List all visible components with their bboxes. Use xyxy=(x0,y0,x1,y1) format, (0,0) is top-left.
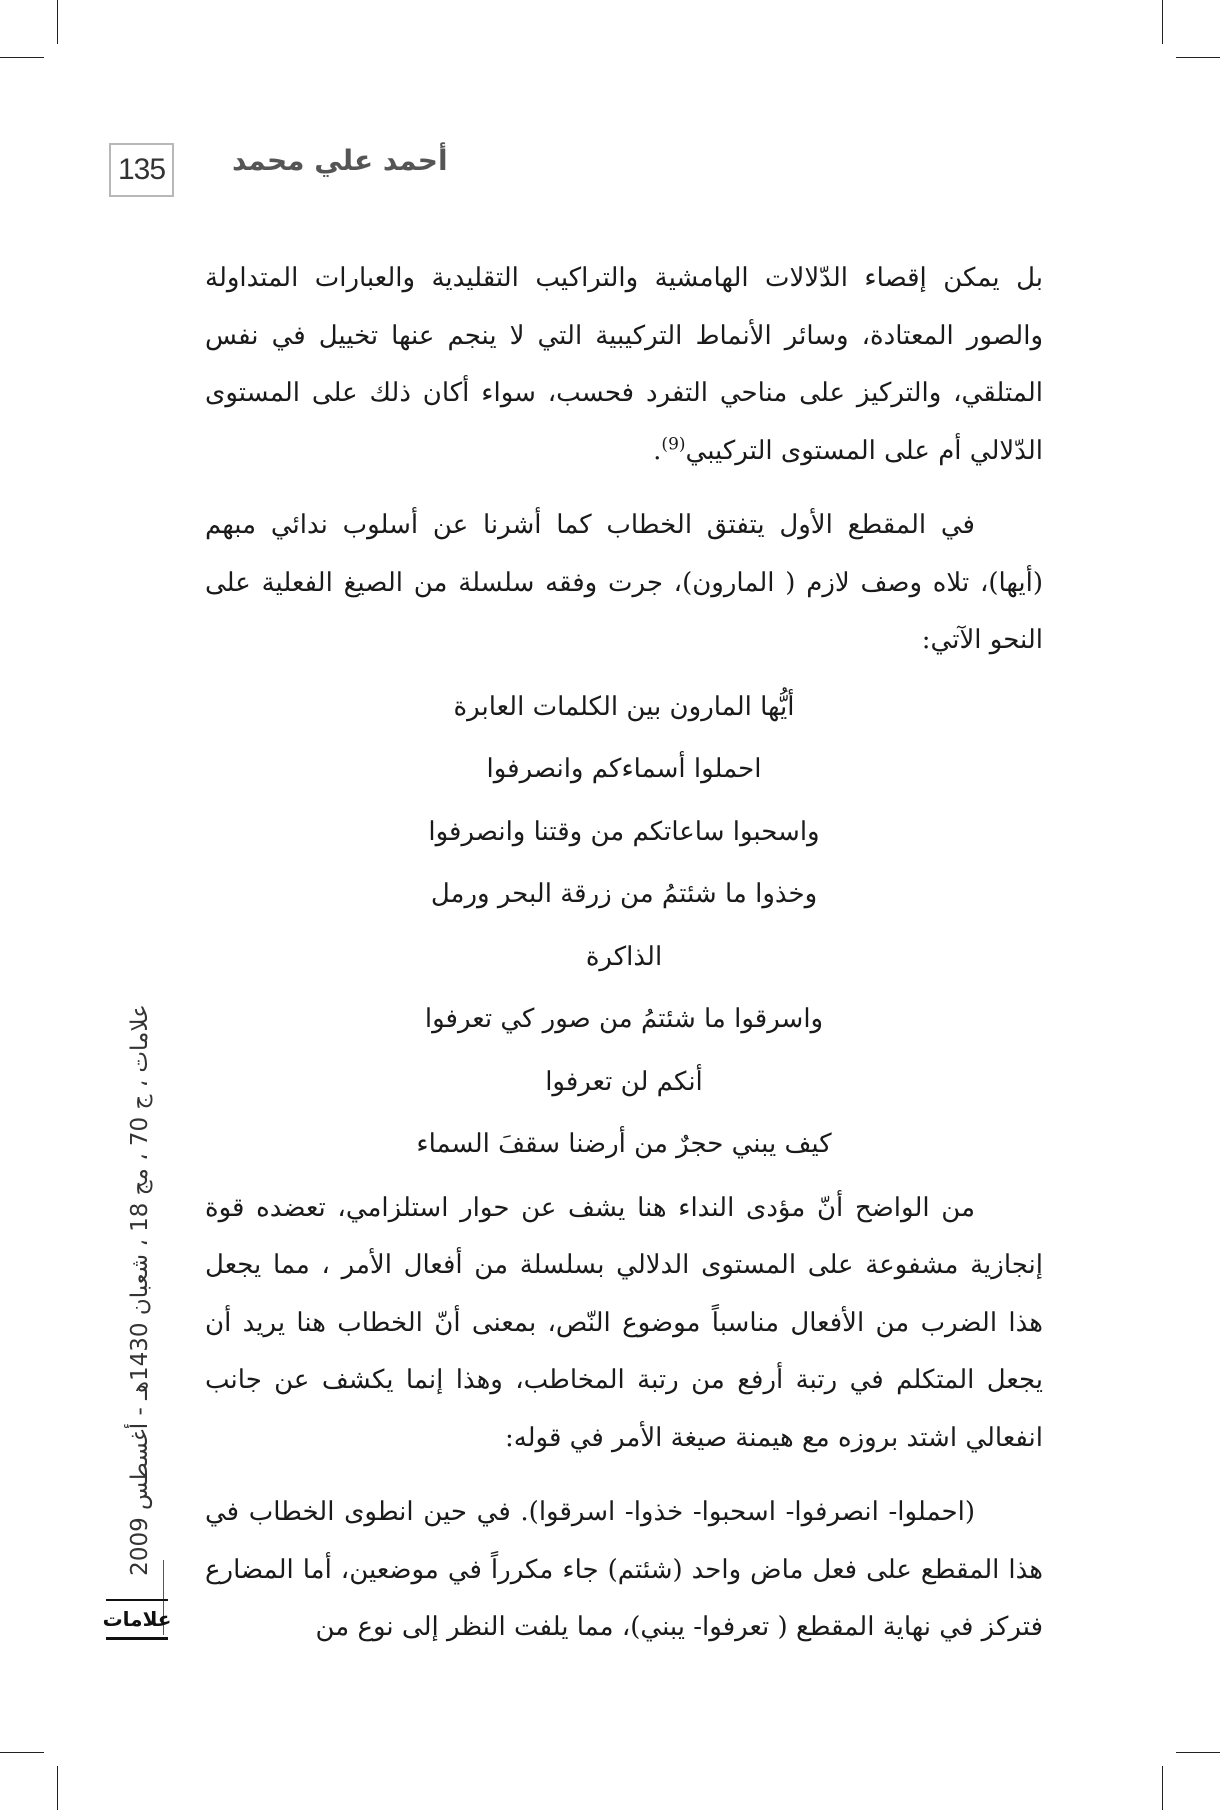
footnote-ref[interactable]: (9) xyxy=(661,433,686,454)
verse-line: وخذوا ما شئتمُ من زرقة البحر ورمل xyxy=(430,879,818,909)
verse-line: أيُّها المارون بين الكلمات العابرة xyxy=(453,691,795,722)
crop-mark xyxy=(57,0,58,44)
crop-mark xyxy=(1176,57,1220,58)
crop-mark xyxy=(0,57,44,58)
article-body xyxy=(205,250,1043,1657)
crop-mark xyxy=(1162,1766,1163,1810)
author-name: أحمد علي محمد xyxy=(232,144,448,177)
crop-mark xyxy=(0,1752,44,1753)
crop-mark xyxy=(57,1766,58,1810)
paragraph-end: . xyxy=(653,435,662,466)
paragraph xyxy=(205,250,1043,480)
paragraph: في المقطع الأول يتفتق الخطاب كما أشرنا عن أسلوب ندائي مبهم (أيها)، تلاه وصف لازم ( المارون)، جرت وفقه سلسلة من الصيغ الفعلية على النحو الآتي: xyxy=(205,510,1043,655)
paragraph: من الواضح أنّ مؤدى النداء هنا يشف عن حوار استلزامي، تعضده قوة إنجازية مشفوعة على المستوى الدلالي بسلسلة من أفعال الأمر ، مما يجعل هذا الضرب من الأفعال مناسباً موضوع النّص، بمعنى أنّ الخطاب هنا يريد أن يجعل المتكلم في رتبة أرفع من رتبة المخاطب، وهذا إنما يكشف عن جانب انفعالي اشتد بروزه مع هيمنة صيغة الأمر في قوله: xyxy=(205,1192,1043,1453)
crop-mark xyxy=(1162,0,1163,44)
page-number: 135 xyxy=(109,143,174,197)
verse-line: احملوا أسماءكم وانصرفوا xyxy=(486,754,762,784)
journal-citation: علامات ، ج 70 ، مج 18 ، شعبان 1430هـ - أغسطس 2009 xyxy=(127,1004,153,1576)
paragraph-text: بل يمكن إقصاء الدّلالات الهامشية والتراكيب التقليدية والعبارات المتداولة والصور المعتادة، وسائر الأنماط التركيبية التي لا ينجم عنها تخييل في نفس المتلقي، والتركيز على مناحي التفرد فحسب، سواء أكان ذلك على المستوى الدّلالي أم على المستوى التركيبي xyxy=(205,263,1043,466)
verse-line: واسحبوا ساعاتكم من وقتنا وانصرفوا xyxy=(428,816,820,847)
verse-line: أنكم لن تعرفوا xyxy=(545,1066,703,1097)
paragraph: (احملوا- انصرفوا- اسحبوا- خذوا- اسرقوا). في حين انطوى الخطاب في هذا المقطع على فعل ماض واحد (شئتم) جاء مكرراً في موضعين، أما المضارع فتركز في نهاية المقطع ( تعرفوا- يبني)، مما يلفت النظر إلى نوع من xyxy=(205,1497,1043,1642)
side-citation xyxy=(120,1000,160,1580)
verse-line: كيف يبني حجرٌ من أرضنا سقفَ السماء xyxy=(416,1129,832,1159)
crop-mark xyxy=(1176,1752,1220,1753)
poem-excerpt xyxy=(205,676,1043,1176)
verse-line: الذاكرة xyxy=(585,941,663,972)
verse-line: واسرقوا ما شئتمُ من صور كي تعرفوا xyxy=(424,1004,824,1034)
journal-logo: علامات xyxy=(106,1599,168,1640)
